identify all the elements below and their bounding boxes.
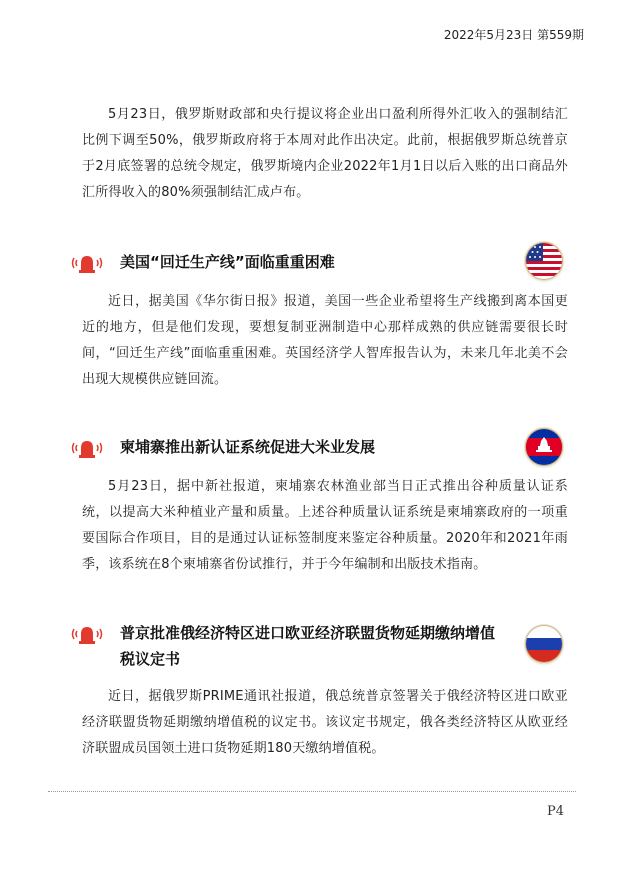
intro-paragraph: 5月23日，俄罗斯财政部和央行提议将企业出口盈利所得外汇收入的强制结汇比例下调至50%，俄罗斯政府将于本周对此作出决定。此前，根据俄罗斯总统普京于2月底签署的总统令规定，俄罗斯境内企业2022年1月1日以后入账的出口商品外汇所得收入的80%须强制结汇成卢布。 xyxy=(82,107,568,200)
section-body-usa: 近日，据美国《华尔街日报》报道，美国一些企业希望将生产线搬到离本国更近的地方，但是他们发现，要想复制亚洲制造中心那样成熟的供应链需要很长时间，“回迁生产线”面临重重困难。英国经济学人智库报告认为，未来几年北美不会出现大规模供应链回流。 xyxy=(82,294,568,387)
section-title-russia: 普京批准俄经济特区进口欧亚经济联盟货物延期缴纳增值税议定书 xyxy=(120,624,496,668)
section-title-cambodia: 柬埔寨推出新认证系统促进大米业发展 xyxy=(120,438,376,456)
alarm-icon xyxy=(70,252,104,274)
alarm-icon xyxy=(70,623,104,645)
section-title-usa: 美国“回迁生产线”面临重重困难 xyxy=(120,253,335,271)
section-body-russia: 近日，据俄罗斯PRIME通讯社报道，俄总统普京签署关于俄经济特区进口欧亚经济联盟货物延期缴纳增值税的议定书。该议定书规定，俄各类经济特区从欧亚经济联盟成员国领土进口货物延期180天缴纳增值税。 xyxy=(82,689,568,756)
alarm-icon xyxy=(70,437,104,459)
section-body-cambodia: 5月23日，据中新社报道，柬埔寨农林渔业部当日正式推出谷种质量认证系统，以提高大米种植业产量和质量。上述谷种质量认证系统是柬埔寨政府的一项重要国际合作项目，目的是通过认证标签制度来鉴定谷种质量。2020年和2021年雨季，该系统在8个柬埔寨省份试推行，并于今年编制和出版技术指南。 xyxy=(82,479,568,572)
cambodia-flag-icon xyxy=(526,429,562,465)
issue-date: 2022年5月23日 第559期 xyxy=(443,28,584,42)
russia-flag-icon xyxy=(526,626,562,662)
usa-flag-icon xyxy=(526,243,562,279)
footer-divider xyxy=(48,791,576,792)
page-number: P4 xyxy=(546,804,564,819)
